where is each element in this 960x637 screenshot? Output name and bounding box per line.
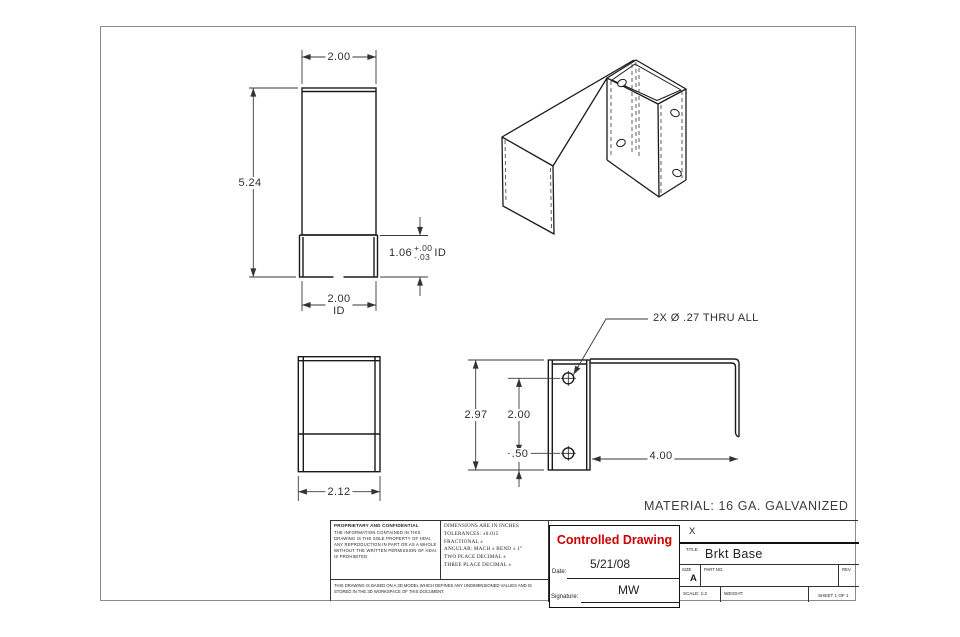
signature-label: Signature: [551,594,579,600]
size-cell [680,565,701,587]
date-line [567,578,679,579]
dim-hole-spacing: 2.00 [507,409,531,421]
isometric-holes [615,78,682,178]
rev-label: REV. [842,567,852,572]
front-view-geometry [548,359,739,470]
tolerance-line: TOLERANCES: ±0.015 [444,530,499,537]
date-value: 5/21/08 [590,557,631,571]
weight-cell: WEIGHT: [721,587,809,602]
footer-row [680,587,859,602]
tolerance-line: FRACTIONAL ± [444,538,484,545]
dim-tube-width-id-label: ID [333,305,345,317]
size-value: A [690,573,697,584]
front-view-hole-centermarks [561,371,576,461]
part-no-label: PART NO. [704,567,724,572]
proprietary-body: THE INFORMATION CONTAINED IN THIS DRAWING IS THE SOLE PROPERTY OF HDAI. ANY REPRODUCTION IN PART OR AS A WHOLE WITHOUT THE WRITTEN PERMISSION OF HDAI IS PROHIBITED. [334,530,437,560]
dim-tube-height [387,244,448,262]
top-view-geometry [300,88,378,277]
stamp-title: Controlled Drawing [556,533,673,547]
hole-callout: 2X Ø .27 THRU ALL [653,312,759,324]
title-block [330,520,858,601]
material-note: MATERIAL: 16 GA. GALVANIZED [644,499,849,513]
fine-print-note: THIS DRAWING IS BASED ON A 3D MODEL WHICH DEFINES ANY UNDIMENSIONED VALUES AND IS STORED IN THE 3D WORKSPACE OF THIS DOCUMENT. [331,580,549,602]
dim-tube-height-value: 1.06 [389,246,413,259]
dim-plate-height: 2.97 [464,409,488,421]
title-row [680,544,859,565]
isometric-view-geometry [502,60,686,234]
dim-hole-edge-offset: .50 [511,448,529,460]
tolerance-line: THREE PLACE DECIMAL ± [444,561,512,568]
dim-tube-width [325,293,352,317]
dim-side-width: 2.12 [327,485,351,498]
approval-row [680,521,859,544]
front-view-dimension-lines [468,319,738,487]
isometric-hidden-lines [505,62,682,231]
signature-line [581,602,679,603]
signature-value: MW [618,583,640,597]
controlled-drawing-stamp [549,525,680,608]
rev-cell [839,565,859,587]
proprietary-heading: PROPRIETARY AND CONFIDENTIAL [334,523,419,528]
top-view-dimension-lines [249,50,428,311]
dim-arm-length: 4.00 [649,450,673,462]
dim-tube-height-id-label: ID [434,246,447,259]
part-no-cell [701,565,839,587]
size-label: SIZE [682,567,692,572]
drawing-title: Brkt Base [705,547,763,561]
tolerance-line: DIMENSIONS ARE IN INCHES [444,523,519,529]
title-label: TITLE: [686,547,699,552]
dim-overall-height: 5.24 [238,177,262,189]
proprietary-notice [331,521,441,580]
dim-top-width: 2.00 [327,51,351,63]
meta-row [680,565,859,587]
tolerance-plus: +.00 [414,243,433,253]
scale-cell: SCALE: 1:2 [680,587,721,602]
dim-tube-height-tolerance [414,244,432,262]
side-view-geometry [298,357,380,472]
date-label: Date: [552,569,567,575]
sheet-cell: SHEET 1 OF 1 [818,593,849,598]
tolerance-line: ANGULAR: MACH ± BEND ± 1° [444,546,523,553]
approval-x-mark: X [689,526,696,537]
title-block-right [680,521,859,602]
tolerance-block [441,521,549,580]
tolerance-minus: -.03 [414,251,431,262]
dim-tube-width-value: 2.00 [327,293,351,305]
tolerance-line: TWO PLACE DECIMAL ± [444,554,507,561]
